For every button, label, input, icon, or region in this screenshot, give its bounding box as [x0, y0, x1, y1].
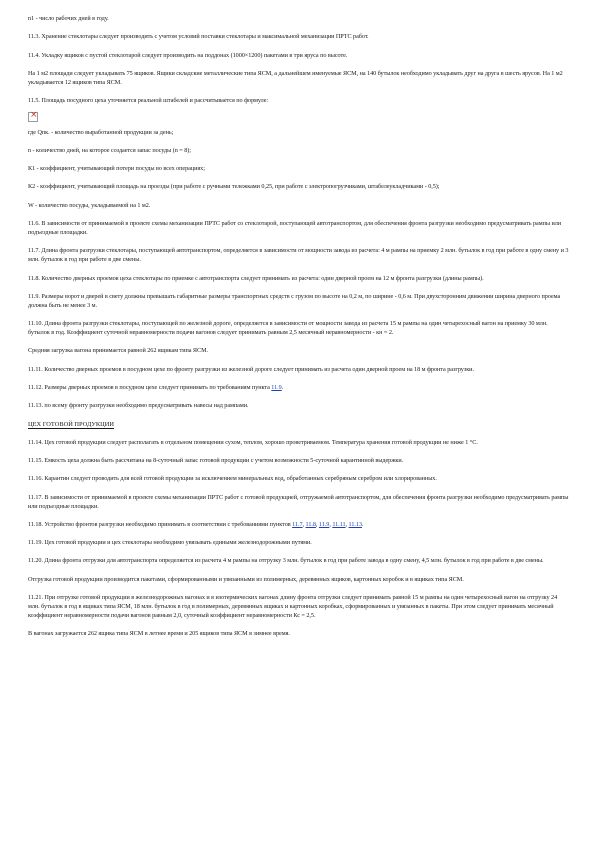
paragraph: 11.8. Количество дверных проемов цеха стеклотары по приемке с автотранспорта следует принимать из расчета: один дверной проем на 12 м фронта разгрузки (длины рампы). [28, 274, 484, 282]
paragraph-with-link [28, 383, 570, 392]
paragraph-text: . [281, 384, 284, 392]
paragraph: 11.4. Укладку ящиков с пустой стеклотарой следует производить на поддонах (1000×1200) пакетами в три яруса по высоте. [28, 51, 348, 59]
paragraph: 11.7. Длина фронта разгрузки стеклотары, поступающей автотранспортом, определяется в зависимости от мощности завода из расчета: 4 м рампы на приемку 2 млн. бутылок в год при работе в одну смену и 3 млн. бутылок в год при работе в две смены. [28, 247, 569, 264]
clause-link[interactable]: 11.7 [292, 520, 303, 528]
paragraph-with-links: 11.18. Устройство фронтов разгрузки необходимо принимать в соответствии с требованиями пунктов 11.7, 11.8, 11.9, 11.11, 11.13. [28, 520, 364, 528]
paragraph: 11.16. Карантин следует проводить для всей готовой продукции за исключением минеральных вод, обработанных серебряным серебром или хлорированных. [28, 475, 437, 483]
paragraph: 11.13. по всему фронту разгрузки необходимо предусматривать навесы над рампами. [28, 402, 249, 410]
paragraph: К1 - коэффициент, учитывающий потери посуды во всех операциях; [28, 165, 205, 173]
paragraph: 11.5. Площадь посудного цеха уточняется реальной штабелей и рассчитывается по формуле: [28, 97, 269, 105]
paragraph: 11.19. Цех готовой продукции и цех стеклотары необходимо увязывать едиными железнодорожными путями. [28, 539, 312, 547]
document-page [28, 14, 570, 648]
broken-image-icon [28, 112, 38, 122]
clause-link[interactable]: 11.13 [348, 520, 362, 528]
paragraph: Средняя загрузка вагона принимается равной 262 ящикам типа ЯСМ. [28, 347, 209, 355]
paragraph-text: 11.12. Размеры дверных проемов в посудном цехе следует принимать по требованиям пункта [28, 384, 272, 392]
paragraph: n1 - число рабочих дней в году. [28, 15, 109, 22]
paragraph: Отгрузка готовой продукции производится пакетами, сформированными и увязанными из полимерных, деревянных ящиков, картонных коробок и в ящиках типа ЯСМ. [28, 575, 464, 583]
paragraph: 11.6. В зависимости от принимаемой в проекте схемы механизации ПРТС работ со стеклотарой, поступающей автотранспортом, для обеспечения фронта разгрузки необходимо предусматривать рампы или подъездные площадки. [28, 220, 562, 236]
paragraph: где Qпк. - количество выработанной продукции за день; [28, 128, 174, 136]
clause-link[interactable]: 11.11 [332, 520, 346, 528]
clause-link[interactable]: 11.9 [318, 520, 330, 528]
paragraph: 11.11. Количество дверных проемов в посудном цехе по фронту разгрузки из железной дороге следует принимать из расчета один дверной проем на 18 м фронта разгрузки. [28, 365, 474, 373]
paragraph: 11.3. Хранение стеклотары следует производить с учетом условий поставки стеклотары и максимальной механизации ПРТС работ. [28, 33, 369, 41]
paragraph-text: . [362, 520, 364, 528]
paragraph: 11.20. Длина фронта отгрузки для автотранспорта определяется из расчета 4 м рампы на отгрузку 3 млн. бутылок в год при работе завода в одну смену, 4,5 млн. бутылок в год при работе в две смены. [28, 557, 544, 565]
formula-image-placeholder [28, 109, 570, 127]
paragraph: 11.10. Длина фронта разгрузки стеклотары, поступающей по железной дороге, определяется в зависимости от мощности завода из расчета 15 м рампы на один четырехосный вагон на приемку 30 млн. бутылок в год. Коэффициент суточной неравномерности подачи вагонов следует принимать равным 2,5 месячный неравномерности - кн = 2. [28, 320, 548, 337]
clause-link[interactable]: 11.8 [305, 520, 316, 528]
clause-link[interactable]: 11.9 [271, 384, 282, 392]
paragraph: n - количество дней, на которое создается запас посуды (n = 8); [28, 146, 191, 154]
section-heading-text: ЦЕХ ГОТОВОЙ ПРОДУКЦИИ [28, 420, 115, 428]
section-heading [28, 420, 570, 429]
paragraph: 11.17. В зависимости от принимаемой в проекте схемы механизации ПРТС работ с готовой продукцией, отгружаемой автотранспортом, для обеспечения фронта разгрузки необходимо предусматривать рампы или подъездные площадки. [28, 493, 569, 510]
paragraph: К2 - коэффициент, учитывающий площадь на проезды (при работе с ручными тележками 0,25, при работе с электропогрузчиками, штабелеукладчиками - 0,5); [28, 183, 440, 191]
paragraph: На 1 м2 площади следует укладывать 75 ящиков. Ящики складские металлические типа ЯСМ, а дальнейшем именуемые ЯСМ, на 140 бутылок необходимо укладывать друг на друга в шесть ярусов. На 1 м2 укладывается 12 ящиков типа ЯСМ. [28, 69, 563, 86]
paragraph: W - количество посуды, укладываемой на 1 м2. [28, 201, 151, 209]
paragraph: 11.15. Емкость цеха должна быть рассчитана на 8-суточный запас готовой продукции с учетом возможности 5-суточной карантинной выдержки. [28, 456, 404, 464]
paragraph: 11.14. Цех готовой продукции следует располагать в отдельном помещении сухом, теплом, хорошо проветриваемом. Температура хранения готовой продукции не ниже 1 °С. [28, 438, 478, 446]
paragraph: В вагонах загружается 262 ящика типа ЯСМ в летнее время и 205 ящиков типа ЯСМ в зимнее время. [28, 630, 290, 638]
paragraph: 11.21. При отгрузке готовой продукции в железнодорожных вагонах и в изотермических вагонах длину фронта отгрузки следует принимать равной 15 м рампы на один четырехосный вагон на отгрузку 24 млн. бутылок в год в ящиках типа ЯСМ, 18 млн. бутылок в год в полимерных, деревянных ящиках и картонных коробках, сформированных и увязанных в пакеты. При этом следует принимать месячный коэффициент неравномерности подачи вагонов равным 2,0, суточный коэффициент неравномерности Кс = 2,5. [28, 594, 558, 620]
paragraph-text: 11.18. Устройство фронтов разгрузки необходимо принимать в соответствии с требованиями пунктов [28, 520, 293, 528]
paragraph: 11.9. Размеры ворот и дверей в свету должны превышать габаритные размеры транспортных средств с грузом по высоте на 0,2 м, по ширине - 0,6 м. При двухсторонним движении ширина дверного проема должна быть не менее 3 м. [28, 292, 561, 309]
